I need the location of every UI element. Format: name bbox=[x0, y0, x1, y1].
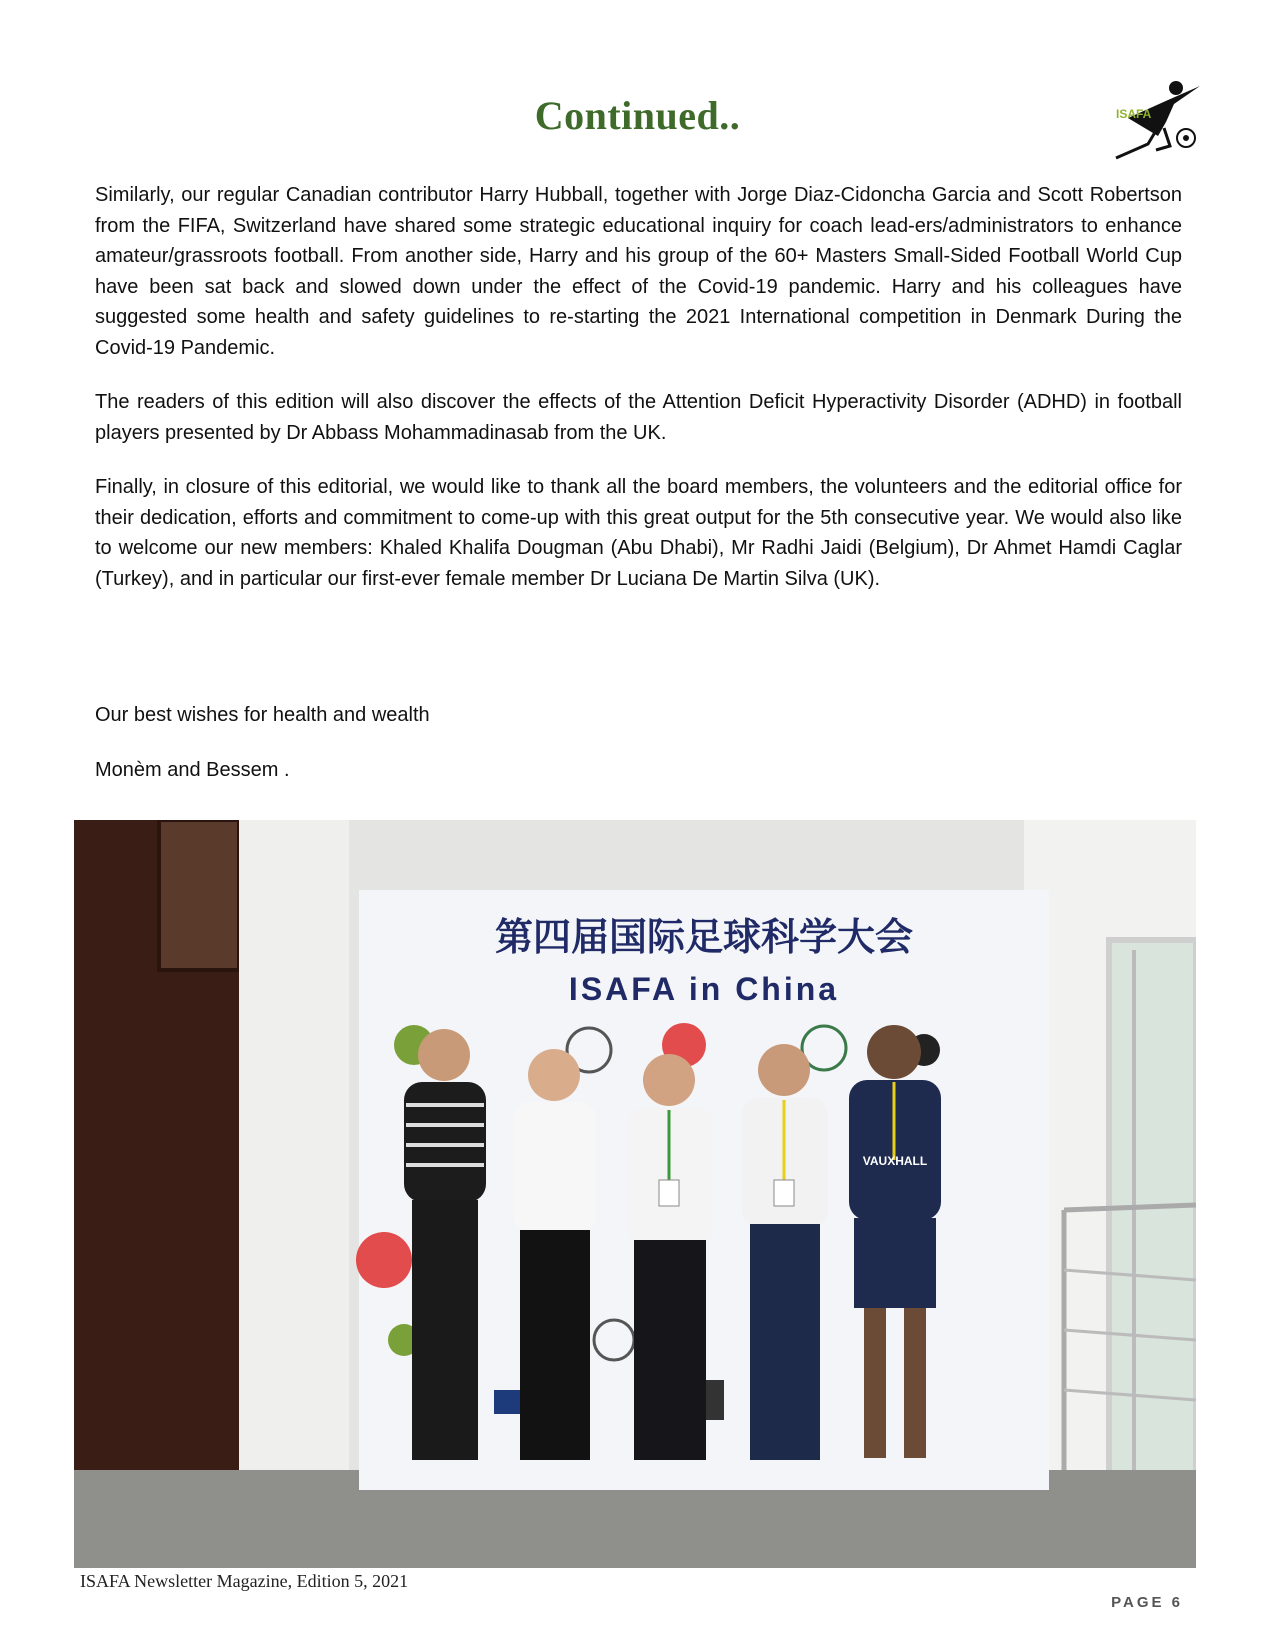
paragraph: The readers of this edition will also discover the effects of the Attention Deficit Hyperactivity Disorder (ADHD) in football players presented by Dr Abbass Mohammadinasab from the UK. bbox=[95, 391, 1182, 444]
football-player-logo-icon bbox=[1108, 78, 1204, 162]
best-wishes: Our best wishes for health and wealth bbox=[95, 704, 430, 726]
person bbox=[514, 1049, 596, 1460]
person bbox=[404, 1029, 486, 1460]
person bbox=[627, 1054, 713, 1460]
publication-footer: ISAFA Newsletter Magazine, Edition 5, 2021 bbox=[80, 1571, 409, 1591]
page-number: PAGE 6 bbox=[1111, 1594, 1183, 1611]
shirt-text: VAUXHALL bbox=[862, 1154, 928, 1168]
isafa-logo bbox=[1108, 78, 1204, 162]
banner-english-title: ISAFA in China bbox=[568, 971, 840, 1007]
paragraph: Finally, in closure of this editorial, we would like to thank all the board members, the volunteers and the editorial office for their dedication, efforts and commitment to come-up with this great output for the 5th consecutive year. We would also like to welcome our new members: Khaled Khalifa Dougman (Abu Dhabi), Mr Radhi Jaidi (Belgium), Dr Ahmet Hamdi Caglar (Turkey), and in particular our first-ever female member Dr Luciana De Martin Silva (UK). bbox=[95, 476, 1182, 590]
signature-names: Monèm and Bessem . bbox=[95, 759, 290, 781]
logo-text: ISAFA bbox=[1116, 107, 1152, 121]
paragraph: Similarly, our regular Canadian contributor Harry Hubball, together with Jorge Diaz-Cidoncha Garcia and Scott Robertson from the FIFA, Switzerland have shared some strategic educational inquiry for coach lead-ers/administrators to enhance amateur/grassroots football. From another side, Harry and his group of the 60+ Masters Small-Sided Football World Cup have been sat back and slowed down under the effect of the Covid-19 pandemic. Harry and his colleagues have suggested some health and safety guidelines to re-starting the 2021 International competition in Denmark During the Covid-19 Pandemic. bbox=[95, 184, 1182, 359]
banner-chinese-title: 第四届国际足球科学大会 bbox=[494, 915, 914, 959]
group-photo bbox=[74, 820, 1196, 1568]
page-title: Continued.. bbox=[534, 93, 741, 138]
person bbox=[742, 1044, 828, 1460]
editorial-text bbox=[95, 180, 1182, 618]
